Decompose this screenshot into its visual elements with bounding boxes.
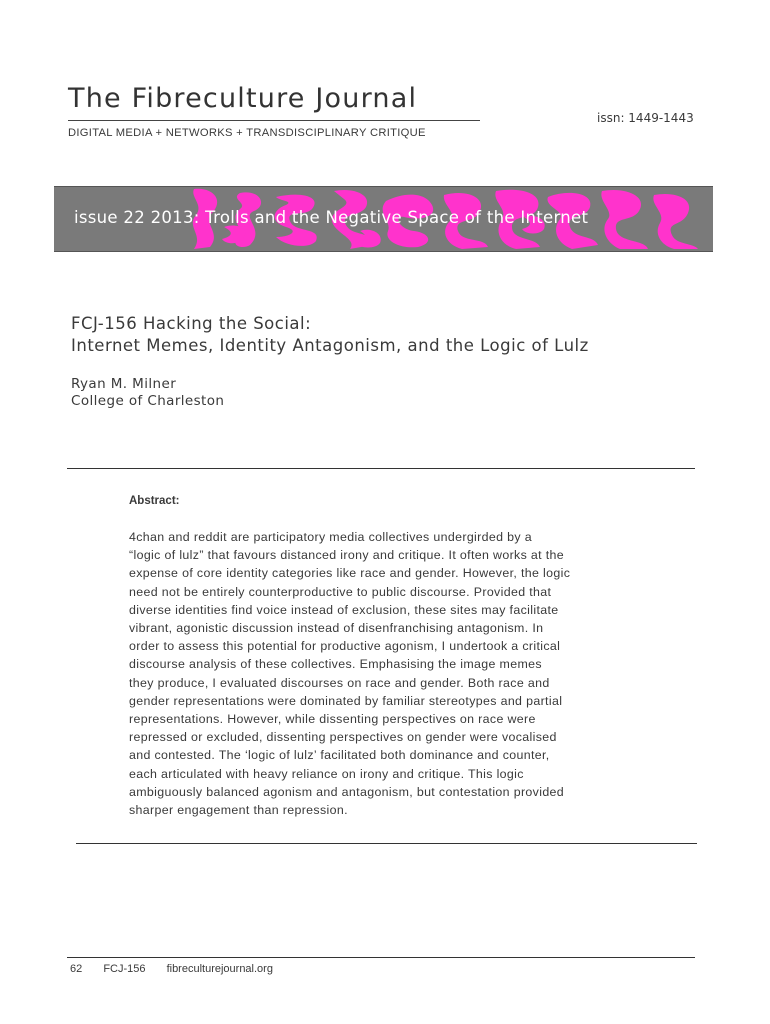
journal-title: The Fibreculture Journal [68,83,418,114]
article-title-line-2: Internet Memes, Identity Antagonism, and the Logic of Lulz [71,336,589,355]
issn-label: issn: 1449-1443 [597,111,694,125]
issue-banner [54,186,713,252]
footer-article-code: FCJ-156 [103,963,146,975]
footer-rule [67,957,695,958]
page-number: 62 [70,963,83,975]
title-rule [68,120,480,121]
author-block [71,376,224,410]
abstract-top-rule [67,468,695,469]
abstract-bottom-rule [76,843,697,844]
article-title-line-1: FCJ-156 Hacking the Social: [71,314,312,333]
abstract-heading: Abstract: [129,495,180,507]
footer-website: fibreculturejournal.org [166,963,273,975]
issue-banner-title: issue 22 2013: Trolls and the Negative Space of the Internet [74,208,589,227]
author-name: Ryan M. Milner [71,376,177,392]
journal-tagline: DIGITAL MEDIA + NETWORKS + TRANSDISCIPLINARY CRITIQUE [68,127,426,139]
abstract-body: 4chan and reddit are participatory media collectives undergirded by a “logic of lulz” that favours distanced irony and critique. It often works at the expense of core identity categories like race and gender. However, the logic need not be entirely counterproductive to public discourse. Provided that diverse identities find voice instead of exclusion, these sites may facilitate vibrant, agonistic discussion instead of disenfranchising antagonism. In order to assess this potential for productive agonism, I undertook a critical discourse analysis of these collectives. Emphasising the image memes they produce, I evaluated discourses on race and gender. Both race and gender representations were dominated by familiar stereotypes and partial representations. However, while dissenting perspectives on race were repressed or excluded, dissenting perspectives on gender were vocalised and contested. The ‘logic of lulz’ facilitated both dominance and counter, each articulated with heavy reliance on irony and critique. This logic ambiguously balanced agonism and antagonism, but contestation provided sharper engagement than repression. [129,530,571,818]
page-footer [70,963,291,975]
author-affiliation: College of Charleston [71,393,225,409]
article-title [71,313,589,357]
